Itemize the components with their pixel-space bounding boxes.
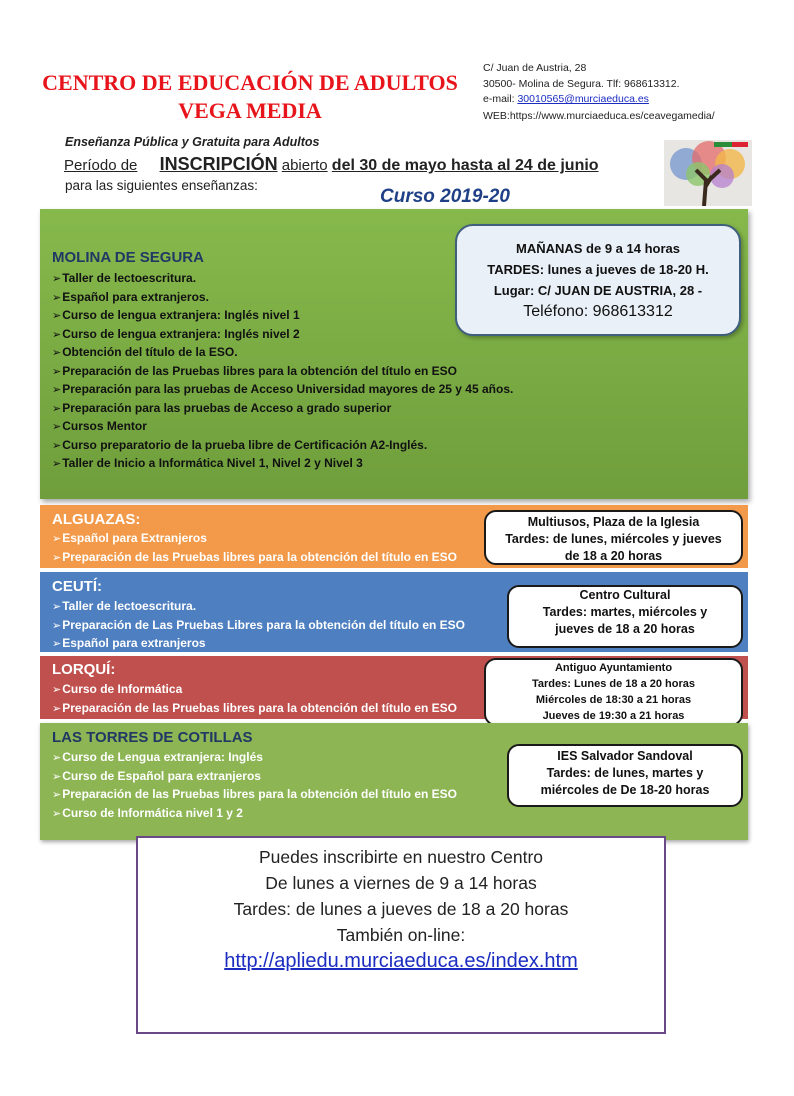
schedule-line: Miércoles de 18:30 a 21 horas: [535, 694, 692, 706]
ceuti-title: CEUTÍ:: [52, 578, 102, 595]
enrollment-info-box: [136, 836, 666, 1034]
list-item: ➢ Curso de lengua extranjera: Inglés nivel 1: [52, 307, 513, 326]
list-item: ➢ Curso de Lengua extranjera: Inglés: [52, 749, 457, 768]
schedule-line: IES Salvador Sandoval: [557, 749, 693, 763]
schedule-phone: Teléfono: 968613312: [523, 303, 673, 320]
tree-logo-image: [664, 140, 752, 206]
schedule-line: Tardes: martes, miércoles y: [542, 605, 708, 619]
para-label: para las siguientes enseñanzas:: [65, 178, 258, 193]
list-item: ➢ Español para extranjeros.: [52, 289, 513, 308]
subtitle: Enseñanza Pública y Gratuita para Adultos: [65, 135, 320, 149]
list-item: ➢ Español para extranjeros: [52, 635, 465, 654]
list-item: ➢ Curso de lengua extranjera: Inglés nivel 2: [52, 326, 513, 345]
alguazas-course-list: [52, 530, 457, 567]
list-item: ➢ Español para Extranjeros: [52, 530, 457, 549]
panel-las-torres-de-cotillas: [40, 723, 748, 840]
center-title-line1: CENTRO DE EDUCACIÓN DE ADULTOS: [42, 70, 458, 95]
period-dates: del 30 de mayo hasta al 24 de junio: [331, 157, 599, 174]
list-item: ➢ Preparación de las Pruebas libres para la obtención del título en ESO: [52, 363, 513, 382]
schedule-line: Lugar: C/ JUAN DE AUSTRIA, 28 -: [493, 283, 703, 298]
list-item: ➢ Preparación de las Pruebas libres para la obtención del título en ESO: [52, 700, 457, 719]
list-item: ➢ Curso de Informática: [52, 681, 457, 700]
panel-lorqui: [40, 656, 748, 722]
molina-title: MOLINA DE SEGURA: [52, 249, 204, 266]
list-item: ➢ Taller de lectoescritura.: [52, 270, 513, 289]
lorqui-schedule-box: [484, 658, 743, 726]
schedule-line: Multiusos, Plaza de la Iglesia: [527, 515, 700, 529]
online-enrollment-link[interactable]: http://apliedu.murciaeduca.es/index.htm: [224, 950, 578, 972]
info-line: También on-line:: [336, 925, 466, 945]
torres-title: LAS TORRES DE COTILLAS: [52, 729, 253, 746]
course-year: Curso 2019-20: [380, 186, 510, 207]
lorqui-course-list: [52, 681, 457, 718]
panel-alguazas: [40, 505, 748, 568]
registration-period: [64, 154, 599, 175]
torres-course-list: [52, 749, 457, 823]
alguazas-title: ALGUAZAS:: [52, 511, 141, 528]
schedule-line: Tardes: de lunes, martes y: [546, 766, 704, 780]
info-line: Tardes: de lunes a jueves de 18 a 20 horas: [233, 899, 569, 919]
schedule-line: Jueves de 19:30 a 21 horas: [542, 710, 685, 722]
lorqui-title: LORQUÍ:: [52, 661, 116, 678]
schedule-line: Tardes: de lunes, miércoles y jueves: [505, 532, 722, 546]
email-link[interactable]: 30010565@murciaeduca.es: [517, 93, 649, 105]
list-item: ➢ Preparación de Las Pruebas Libres para la obtención del título en ESO: [52, 617, 465, 636]
periodo-label: Período de: [64, 157, 138, 174]
schedule-line: miércoles de De 18-20 horas: [540, 783, 710, 797]
ceuti-course-list: [52, 598, 465, 654]
schedule-line: TARDES: lunes a jueves de 18-20 H.: [487, 262, 709, 277]
list-item: ➢ Preparación de las Pruebas libres para la obtención del título en ESO: [52, 549, 457, 568]
email-label: e-mail:: [483, 93, 515, 105]
list-item: ➢ Curso preparatorio de la prueba libre de Certificación A2-Inglés.: [52, 437, 513, 456]
contact-city-phone: 30500- Molina de Segura. Tlf: 968613312.: [483, 78, 680, 90]
ceuti-schedule-box: [507, 585, 743, 648]
list-item: ➢ Curso de Informática nivel 1 y 2: [52, 805, 457, 824]
list-item: ➢ Preparación de las Pruebas libres para la obtención del título en ESO: [52, 786, 457, 805]
contact-web[interactable]: WEB:https://www.murciaeduca.es/ceavegamedia/: [483, 110, 715, 122]
schedule-line: jueves de 18 a 20 horas: [555, 622, 695, 636]
schedule-line: Antiguo Ayuntamiento: [554, 662, 673, 674]
center-title-line2: VEGA MEDIA: [178, 98, 322, 123]
list-item: ➢ Preparación para las pruebas de Acceso Universidad mayores de 25 y 45 años.: [52, 381, 513, 400]
list-item: ➢ Taller de lectoescritura.: [52, 598, 465, 617]
molina-schedule-box: [455, 224, 741, 336]
panel-ceuti: [40, 572, 748, 652]
schedule-line: de 18 a 20 horas: [564, 549, 663, 563]
schedule-line: Tardes: Lunes de 18 a 20 horas: [531, 678, 696, 690]
torres-schedule-box: [507, 744, 743, 807]
schedule-line: MAÑANAS de 9 a 14 horas: [516, 241, 680, 256]
list-item: ➢ Preparación para las pruebas de Acceso a grado superior: [52, 400, 513, 419]
alguazas-schedule-box: [484, 510, 743, 565]
list-item: ➢ Obtención del título de la ESO.: [52, 344, 513, 363]
list-item: ➢ Taller de Inicio a Informática Nivel 1, Nivel 2 y Nivel 3: [52, 455, 513, 474]
list-item: ➢ Cursos Mentor: [52, 418, 513, 437]
abierto-label: abierto: [281, 157, 328, 174]
panel-molina-de-segura: [40, 209, 748, 499]
info-line: De lunes a viernes de 9 a 14 horas: [265, 873, 537, 893]
schedule-line: Centro Cultural: [579, 588, 671, 602]
contact-email-row: [483, 93, 649, 105]
info-line: Puedes inscribirte en nuestro Centro: [258, 847, 544, 867]
molina-course-list: [52, 270, 513, 474]
contact-address: C/ Juan de Austria, 28: [483, 62, 587, 74]
inscripcion-label: INSCRIPCIÓN: [159, 154, 278, 174]
list-item: ➢ Curso de Español para extranjeros: [52, 768, 457, 787]
